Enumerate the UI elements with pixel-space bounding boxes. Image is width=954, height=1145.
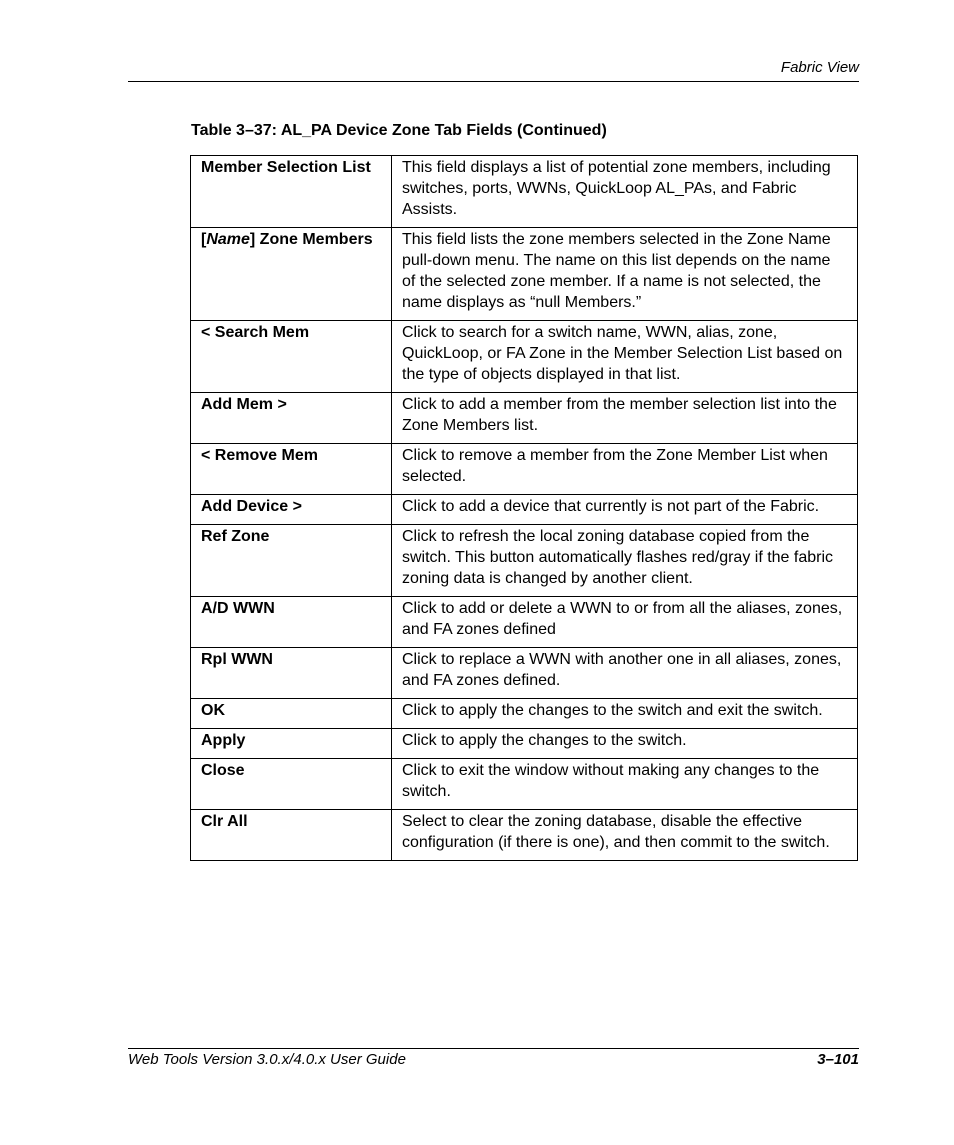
field-name: Rpl WWN [191, 648, 392, 699]
running-header: Fabric View [780, 59, 859, 76]
table-row [191, 495, 858, 525]
field-description: This field lists the zone members selected in the Zone Name pull-down menu. The name on this list depends on the name of the selected zone member. If a name is not selected, the name displays as “null Members.” [392, 228, 858, 321]
field-name: Ref Zone [191, 525, 392, 597]
footer-title: Web Tools Version 3.0.x/4.0.x User Guide [128, 1051, 406, 1068]
table-row [191, 321, 858, 393]
field-description: Click to apply the changes to the switch and exit the switch. [392, 699, 858, 729]
field-description: Select to clear the zoning database, disable the effective configuration (if there is one), and then commit to the switch. [392, 810, 858, 861]
field-name-prefix: [ [201, 231, 207, 248]
field-name: Close [191, 759, 392, 810]
table-row [191, 228, 858, 321]
page-number: 3–101 [817, 1051, 859, 1068]
field-description: This field displays a list of potential zone members, including switches, ports, WWNs, QuickLoop AL_PAs, and Fabric Assists. [392, 156, 858, 228]
table-row [191, 156, 858, 228]
field-description: Click to remove a member from the Zone Member List when selected. [392, 444, 858, 495]
table-row [191, 444, 858, 495]
table-row [191, 759, 858, 810]
field-name: < Remove Mem [191, 444, 392, 495]
field-description: Click to add a member from the member selection list into the Zone Members list. [392, 393, 858, 444]
field-name: Add Device > [191, 495, 392, 525]
field-name: Apply [191, 729, 392, 759]
table-row [191, 648, 858, 699]
field-name: Clr All [191, 810, 392, 861]
field-description: Click to search for a switch name, WWN, alias, zone, QuickLoop, or FA Zone in the Member Selection List based on the type of objects displayed in that list. [392, 321, 858, 393]
table-row [191, 525, 858, 597]
field-name: Member Selection List [191, 156, 392, 228]
header-rule [128, 81, 859, 82]
field-name-suffix: ] Zone Members [249, 231, 373, 248]
field-description: Click to refresh the local zoning database copied from the switch. This button automatically flashes red/gray if the fabric zoning data is changed by another client. [392, 525, 858, 597]
field-description: Click to apply the changes to the switch. [392, 729, 858, 759]
field-description: Click to replace a WWN with another one in all aliases, zones, and FA zones defined. [392, 648, 858, 699]
field-name-italic: Name [206, 231, 250, 248]
field-name: A/D WWN [191, 597, 392, 648]
field-description: Click to add or delete a WWN to or from all the aliases, zones, and FA zones defined [392, 597, 858, 648]
field-description: Click to exit the window without making any changes to the switch. [392, 759, 858, 810]
field-name: Add Mem > [191, 393, 392, 444]
field-description: Click to add a device that currently is not part of the Fabric. [392, 495, 858, 525]
table-row [191, 393, 858, 444]
fields-table [190, 155, 858, 861]
table-row [191, 699, 858, 729]
field-name: OK [191, 699, 392, 729]
field-name [191, 228, 392, 321]
footer-rule [128, 1048, 859, 1049]
table-row [191, 597, 858, 648]
table-row [191, 810, 858, 861]
field-name: < Search Mem [191, 321, 392, 393]
table-row [191, 729, 858, 759]
table-caption: Table 3–37: AL_PA Device Zone Tab Fields (Continued) [191, 122, 607, 139]
